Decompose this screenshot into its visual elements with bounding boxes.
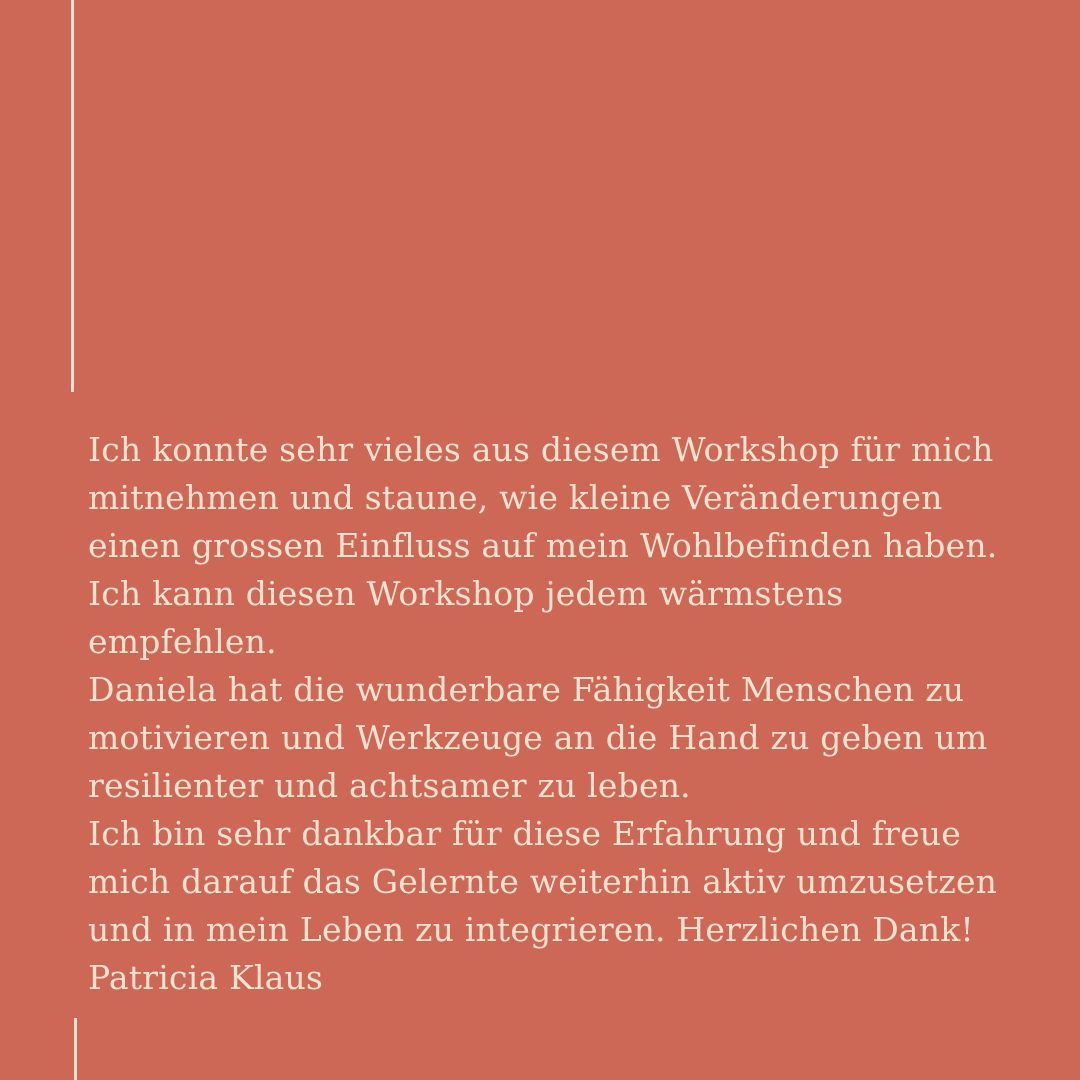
testimonial-line: empfehlen. bbox=[88, 622, 277, 661]
testimonial-line: resilienter und achtsamer zu leben. bbox=[88, 766, 691, 805]
testimonial-line: mich darauf das Gelernte weiterhin aktiv umzusetzen bbox=[88, 862, 998, 901]
testimonial-line: Ich bin sehr dankbar für diese Erfahrung und freue bbox=[88, 814, 961, 853]
testimonial-line: Ich kann diesen Workshop jedem wärmstens bbox=[88, 574, 844, 613]
testimonial-author: Patricia Klaus bbox=[88, 958, 324, 997]
testimonial-line: Ich konnte sehr vieles aus diesem Workshop für mich bbox=[88, 430, 994, 469]
decorative-vertical-rule-top bbox=[71, 0, 74, 392]
testimonial-line: mitnehmen und staune, wie kleine Veränderungen bbox=[88, 478, 943, 517]
testimonial-line: motivieren und Werkzeuge an die Hand zu geben um bbox=[88, 718, 988, 757]
testimonial-line: einen grossen Einfluss auf mein Wohlbefinden haben. bbox=[88, 526, 998, 565]
testimonial-line: Daniela hat die wunderbare Fähigkeit Menschen zu bbox=[88, 670, 965, 709]
testimonial-line: und in mein Leben zu integrieren. Herzlichen Dank! bbox=[88, 910, 974, 949]
decorative-vertical-rule-bottom bbox=[74, 1018, 77, 1080]
testimonial-text bbox=[88, 426, 1048, 1002]
